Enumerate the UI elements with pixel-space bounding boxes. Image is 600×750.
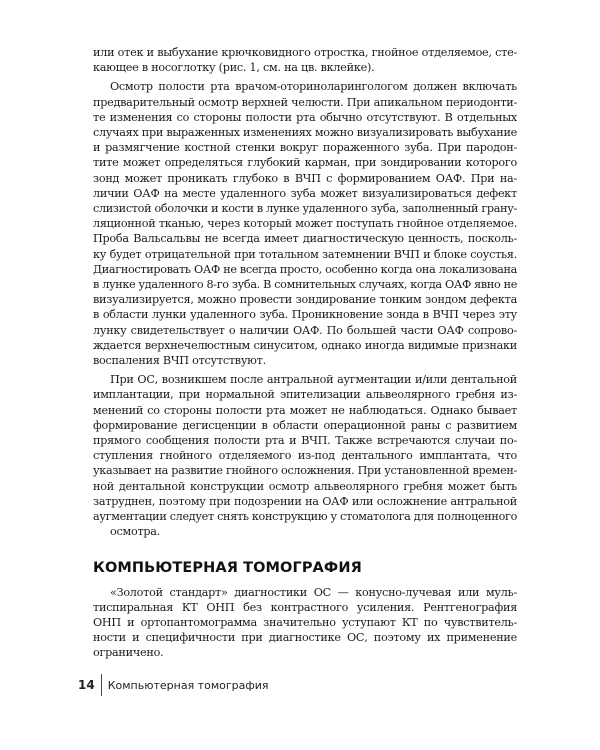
text-line: ОНП и ортопантомограмма значительно уступают КТ по чувствитель-: [93, 615, 517, 629]
text-line: менений со стороны полости рта может не наблюдаться. Однако бывает: [93, 403, 517, 417]
text-line: Осмотр полости рта врачом-оториноларингологом должен включать: [110, 80, 517, 94]
text-line: предварительный осмотр верхней челюсти. При апикальном периодонти-: [93, 95, 517, 109]
text-line: При ОС, возникшем после антральной аугментации и/или дентальной: [110, 373, 517, 387]
text-line: затруднен, поэтому при подозрении на ОАФ или осложнение антральной: [93, 494, 517, 508]
text-line: ступления гнойного отделяемого из-под дентального имплантата, что: [93, 449, 517, 463]
text-line: лунку свидетельствует о наличии ОАФ. По большей части ОАФ сопрово-: [93, 323, 517, 337]
text-line: ждается верхнечелюстным синуситом, однако иногда видимые признаки: [93, 338, 517, 352]
paragraph-1: [93, 45, 517, 75]
text-line: кающее в носоглотку (рис. 1, см. на цв. вклейке).: [93, 61, 375, 75]
text-line: ку будет отрицательной при тотальном затемнении ВЧП и блоке соустья.: [93, 247, 517, 261]
text-line: ной дентальной конструкции осмотр альвеолярного гребня может быть: [93, 479, 517, 493]
text-line: ности и специфичности при диагностике ОС, поэтому их применение: [93, 631, 517, 645]
text-line: визуализируется, можно провести зондирование тонким зондом дефекта: [93, 293, 517, 307]
text-line: формирование дегисценции в области операционной раны с развитием: [93, 418, 517, 432]
footer-divider: [101, 674, 102, 696]
text-line: аугментации следует снять конструкцию у стоматолога для полноценного: [93, 510, 517, 524]
text-line: прямого сообщения полости рта и ВЧП. Также встречаются случаи по-: [93, 434, 517, 448]
text-line: Проба Вальсальвы не всегда имеет диагностическую ценность, посколь-: [93, 232, 517, 246]
text-line: указывает на развитие гнойного осложнения. При установленной времен-: [93, 464, 517, 478]
text-line: те изменения со стороны полости рта обычно отсутствуют. В отдельных: [93, 110, 517, 124]
running-title: Компьютерная томография: [107, 678, 269, 692]
text-line: слизистой оболочки и кости в лунке удаленного зуба, заполненный грану-: [93, 202, 517, 216]
text-line: осмотра.: [110, 525, 161, 539]
text-line: Диагностировать ОАФ не всегда просто, особенно когда она локализована: [93, 262, 517, 276]
text-line: в области лунки удаленного зуба. Проникновение зонда в ВЧП через эту: [93, 308, 517, 322]
text-line: или отек и выбухание крючковидного отростка, гнойное отделяемое, сте-: [93, 46, 517, 59]
text-line: в лунке удаленного 8-го зуба. В сомнительных случаях, когда ОАФ явно не: [93, 278, 517, 292]
text-line: тите может определяться глубокий карман, при зондировании которого: [93, 156, 517, 170]
text-line: личии ОАФ на месте удаленного зуба может визуализироваться дефект: [93, 186, 517, 200]
text-line: имплантации, при нормальной эпителизации альвеолярного гребня из-: [93, 388, 517, 402]
text-line: зонд может проникать глубоко в ВЧП с формированием ОАФ. При на-: [93, 171, 517, 185]
page-footer: [78, 674, 269, 696]
paragraph-ct: [93, 585, 517, 661]
text-line: ограничено.: [93, 646, 164, 660]
page-body: [93, 45, 517, 661]
text-line: случаях при выраженных изменениях можно визуализировать выбухание: [93, 126, 517, 140]
page-number: 14: [78, 678, 95, 692]
section-heading: КОМПЬЮТЕРНАЯ ТОМОГРАФИЯ: [93, 559, 362, 576]
paragraph-2: [93, 79, 517, 368]
text-line: «Золотой стандарт» диагностики ОС — конусно-лучевая или муль-: [110, 585, 517, 599]
text-line: и размягчение костной стенки вокруг пораженного зуба. При пародон-: [93, 141, 517, 155]
text-line: тиспиральная КТ ОНП без контрастного усиления. Рентгенография: [93, 600, 517, 614]
text-line: воспаления ВЧП отсутствуют.: [93, 354, 266, 368]
text-line: ляционной тканью, через который может поступать гнойное отделяемое.: [93, 217, 517, 231]
paragraph-3: [93, 372, 517, 539]
